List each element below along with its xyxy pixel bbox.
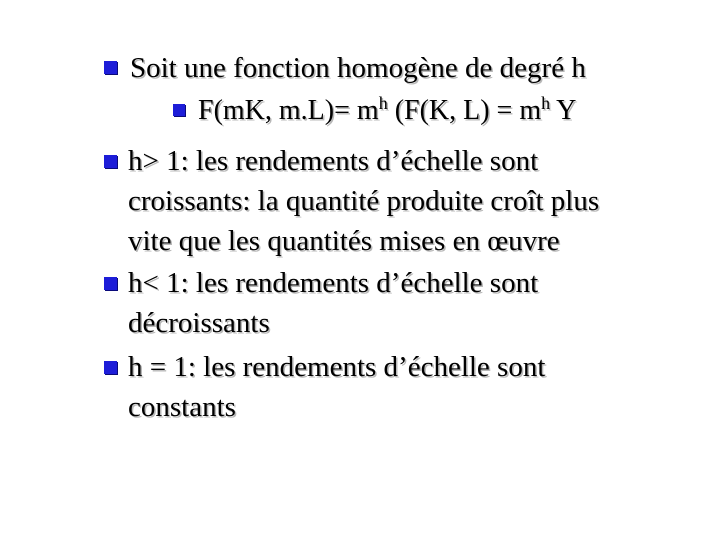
bullet-text-line: constants xyxy=(128,391,236,423)
square-bullet-icon xyxy=(104,61,117,74)
formula-part-1: F(mK, m.L)= m xyxy=(198,95,379,126)
bullet-text: Soit une fonction homogène de degré h xyxy=(130,52,586,84)
bullet-text-line: h< 1: les rendements d’échelle sont xyxy=(128,267,539,299)
bullet-text-line: h> 1: les rendements d’échelle sont xyxy=(128,145,539,177)
formula-exponent-1: h xyxy=(378,93,388,113)
square-bullet-icon xyxy=(104,277,117,290)
bullet-text-line: vite que les quantités mises en œuvre xyxy=(128,225,560,257)
bullet-text-line: décroissants xyxy=(128,307,270,339)
formula-part-2: (F(K, L) = m xyxy=(387,95,542,126)
bullet-text-line: croissants: la quantité produite croît plus xyxy=(128,185,600,217)
square-bullet-icon xyxy=(173,104,185,116)
formula-part-3: Y xyxy=(550,95,577,126)
formula-text xyxy=(198,91,576,131)
square-bullet-icon xyxy=(104,361,117,374)
bullet-text-line: h = 1: les rendements d’échelle sont xyxy=(128,351,546,383)
formula-exponent-2: h xyxy=(541,93,551,113)
square-bullet-icon xyxy=(104,155,117,168)
